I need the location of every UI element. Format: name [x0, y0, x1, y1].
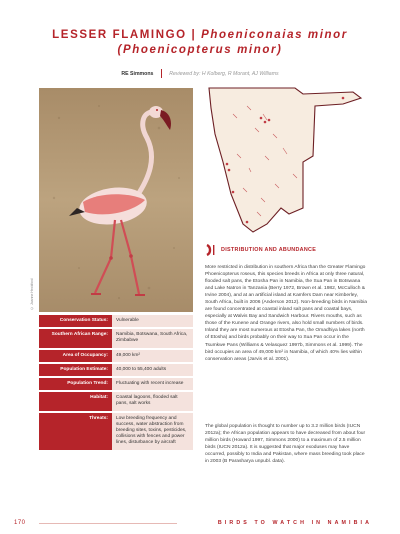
title-divider: | — [191, 29, 197, 41]
fact-value: Vulnerable — [112, 315, 193, 327]
fact-label: Population Trend: — [39, 378, 112, 390]
namibia-map — [203, 84, 367, 236]
fact-row-area-of-occupancy — [39, 350, 193, 362]
fact-value: Low breeding frequency and success, water abstraction from breeding sites, toxins, pesticides, collisions with fences and power lines, disturbance by aircraft — [112, 413, 193, 450]
fact-value: 49,000 km² — [112, 350, 193, 362]
scientific-name: Phoeniconaias minor — [201, 29, 348, 41]
alt-scientific-name: (Phoenicopterus minor) — [117, 44, 283, 56]
species-title — [0, 28, 400, 58]
page-number: 170 — [14, 520, 26, 526]
fact-row-population-estimate — [39, 364, 193, 376]
reviewers: Reviewed by: H Kolberg, R Morant, AJ Williams — [169, 70, 279, 77]
fact-label: Habitat: — [39, 392, 112, 410]
footer-rule — [39, 523, 177, 524]
fact-row-habitat — [39, 392, 193, 410]
fact-label: Population Estimate: — [39, 364, 112, 376]
book-title: BIRDS TO WATCH IN NAMIBIA — [217, 520, 372, 526]
photo-credit: © Joanne Heckford — [30, 278, 34, 310]
distribution-map — [203, 84, 367, 236]
fact-value: Coastal lagoons, flooded salt pans, salt works — [112, 392, 193, 410]
fact-row-threats — [39, 413, 193, 450]
fact-value: Fluctuating with recent increase — [112, 378, 193, 390]
section-bracket-icon — [205, 244, 217, 256]
byline — [0, 69, 400, 78]
fact-row-population-trend — [39, 378, 193, 390]
author: RE Simmons — [121, 70, 154, 77]
fact-label: Threats: — [39, 413, 112, 450]
body-paragraph: The global population is thought to number up to 3.2 million birds (IUCN 2012a); the African population appears to have decreased from about four million birds (Howard 1997, Simmons 2000) to a maximum of 2.5 million birds (IUCN 2012a). It is suggested that major exoduses may have occurred, possibly to India and Pakistan, where mass breeding took place in 2003 (B Parasharya unpubl. data). — [205, 424, 366, 465]
fact-table — [39, 315, 193, 452]
body-paragraph: More restricted in distribution in southern Africa than the Greater Flamingo Phoenicopterus roseus, this species breeds in Africa at only three natural, flooded salt pans, the Etosha Pan in Namibia, the Sua Pan in Botswana and Lake Natron in Tanzania (Berry 1972, Brown et al. 1982, McCulloch & Irvine 2004), and at an artificial island at Kamfers Dam near Kimberley, South Africa, built in 2006 (Anderson 2012). Non-breeding birds in Namibia are found concentrated at coastal inland salt pans and coastal bays, especially at Walvis Bay and Sandwich Harbour. Rivers mouths, such as those of the Kunene and Orange rivers, also hold small numbers of birds. Inland they are most numerous at Etosha Pan, the Omadhiya lakes (north of Etosha) and birds probably on their way to Sua Pan occur in the Tsumkwe Pans (Williams & Velasquez 1997b, Simmons et al. 1999). The bird occupies an area of 49,000 km² in Namibia, of which 40% lies within conservation areas (Jarvis et al. 2001). — [205, 265, 368, 362]
section-heading: DISTRIBUTION AND ABUNDANCE — [221, 247, 317, 253]
fact-row-conservation-status — [39, 315, 193, 327]
fact-value: 40,000 to 55,400 adults — [112, 364, 193, 376]
fact-row-range — [39, 329, 193, 347]
fact-label: Area of Occupancy: — [39, 350, 112, 362]
fact-label: Conservation Status: — [39, 315, 112, 327]
byline-separator — [161, 69, 162, 78]
flamingo-photo — [39, 88, 193, 312]
common-name: LESSER FLAMINGO — [52, 29, 187, 41]
fact-label: Southern African Range: — [39, 329, 112, 347]
species-title-line1 — [0, 28, 400, 43]
flamingo-illustration — [39, 88, 193, 312]
country-outline — [209, 88, 361, 232]
fact-value: Namibia, Botswana, South Africa, Zimbabwe — [112, 329, 193, 347]
